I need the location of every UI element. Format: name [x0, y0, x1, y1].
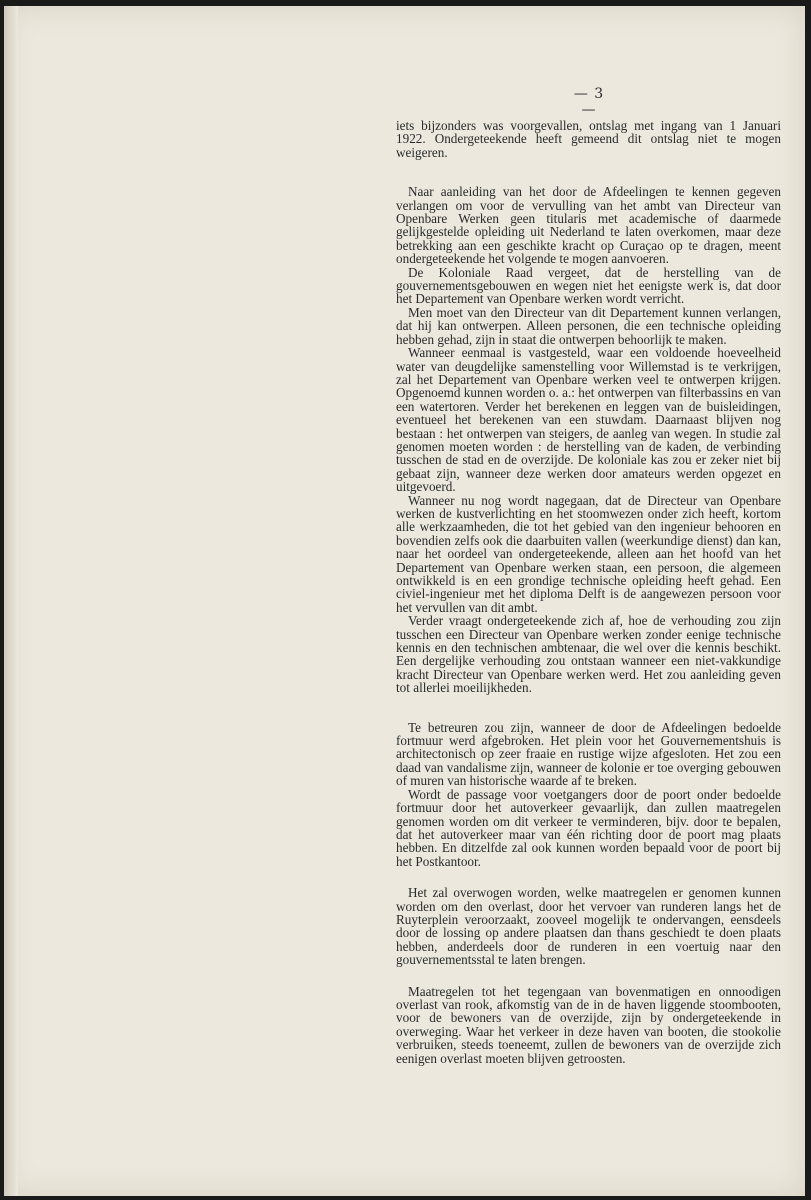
paragraph: Men moet van den Directeur van dit Departement kunnen verlangen, dat hij kan ontwerpen. Alleen personen, die een technische opleiding hebben gehad, zijn in staat die ontwerpen behoorlijk te maken.	[396, 304, 781, 347]
paragraph: Naar aanleiding van het door de Afdeelingen te kennen gegeven verlangen om voor de vervulling van het ambt van Directeur van Openbare Werken geen titularis met academische of daarmede gelijkgestelde opleiding uit Nederland te laten overkomen, maar deze betrekking aan een geschikte kracht op Curaçao op te dragen, meent ondergeteekende het volgende te mogen aanvoeren.	[396, 184, 781, 267]
body-text	[396, 119, 781, 1065]
paragraph: Wordt de passage voor voetgangers door de poort onder bedoelde fortmuur door het autoverkeer gevaarlijk, dan zullen maatregelen genomen worden om dit verkeer te verminderen, bijv. door te bepalen, dat het autoverkeer maar van één richting door de poort mag plaats hebben. En ditzelfde zal ook kunnen worden bepaald voor de poort bij het Postkantoor.	[396, 786, 781, 869]
page-number: — 3 —	[573, 86, 605, 118]
paragraph: Te betreuren zou zijn, wanneer de door de Afdeelingen bedoelde fortmuur werd afgebroken. Het plein voor het Gouvernementshuis is architectonisch op zeer fraaie en rustige wijze afgesloten. Het zou een daad van vandalisme zijn, wanneer de kolonie er toe overging gebouwen of muren van historische waarde af te breken.	[396, 719, 781, 789]
paragraph: Wanneer nu nog wordt nagegaan, dat de Directeur van Openbare werken de kustverlichting en het stoomwezen onder zich heeft, kortom alle werkzaamheden, die tot het gebied van den ingenieur behooren en bovendien zelfs ook die daarbuiten vallen (weerkundige dienst) dan kan, naar het oordeel van ondergeteekende, alleen aan het hoofd van het Departement van Openbare werken staan, een persoon, die algemeen ontwikkeld is en een grondige technische opleiding heeft gehad. Een civiel-ingenieur met het diploma Delft is de aangewezen persoon voor het vervullen van dit ambt.	[396, 492, 781, 615]
paragraph: iets bijzonders was voorgevallen, ontslag met ingang van 1 Januari 1922. Ondergeteekende heeft gemeend dit ontslag niet te mogen weigeren.	[396, 118, 781, 160]
paragraph: Het zal overwogen worden, welke maatregelen er genomen kunnen worden om den overlast, door het vervoer van runderen langs het de Ruyterplein veroorzaakt, zooveel mogelijk te ondervangen, eensdeels door de lossing op andere plaatsen dan thans geschiedt te doen plaats hebben, anderdeels door de runderen in een voertuig naar den gouvernementsstal te laten brengen.	[396, 885, 781, 968]
paragraph: Verder vraagt ondergeteekende zich af, hoe de verhouding zou zijn tusschen een Directeur van Openbare werken zonder eenige technische kennis en den technischen ambtenaar, die wel over die kennis beschikt. Een dergelijke verhouding zou ontstaan wanneer een niet-vakkundige kracht Directeur van Openbare werken werd. Het zou aanleiding geven tot allerlei moeilijkheden.	[396, 613, 781, 696]
paragraph: Wanneer eenmaal is vastgesteld, waar een voldoende hoeveelheid water van deugdelijke samenstelling voor Willemstad is te verkrijgen, zal het Departement van Openbare werken veel te ontwerpen krijgen. Opgenoemd kunnen worden o. a.: het ontwerpen van filterbassins en van een watertoren. Verder het berekenen en leggen van de buisleidingen, eventueel het berekenen van een stuwdam. Daarnaast blijven nog bestaan : het ontwerpen van steigers, de aanleg van wegen. In studie zal genomen moeten worden : de herstelling van de kaden, de verbinding tusschen de stad en de overzijde. De koloniale kas zou er zeker niet bij gebaat zijn, wanneer deze werken door amateurs werden opgezet en uitgevoerd.	[396, 345, 781, 495]
document-page	[4, 6, 805, 1196]
page-fold-shadow	[4, 6, 18, 1196]
paragraph: De Koloniale Raad vergeet, dat de herstelling van de gouvernementsgebouwen en wegen niet het eenigste werk is, dat door het Departement van Openbare werken wordt verricht.	[396, 264, 781, 307]
paragraph: Maatregelen tot het tegengaan van bovenmatigen en onnoodigen overlast van rook, afkomstig van de in de haven liggende stoombooten, voor de bewoners van de overzijde, zijn by ondergeteekende in overweging. Waar het verkeer in deze haven van booten, die stookolie verbruiken, steeds toeneemt, zullen de bewoners van de overzijde zich eenigen overlast moeten blijven getroosten.	[396, 983, 781, 1066]
